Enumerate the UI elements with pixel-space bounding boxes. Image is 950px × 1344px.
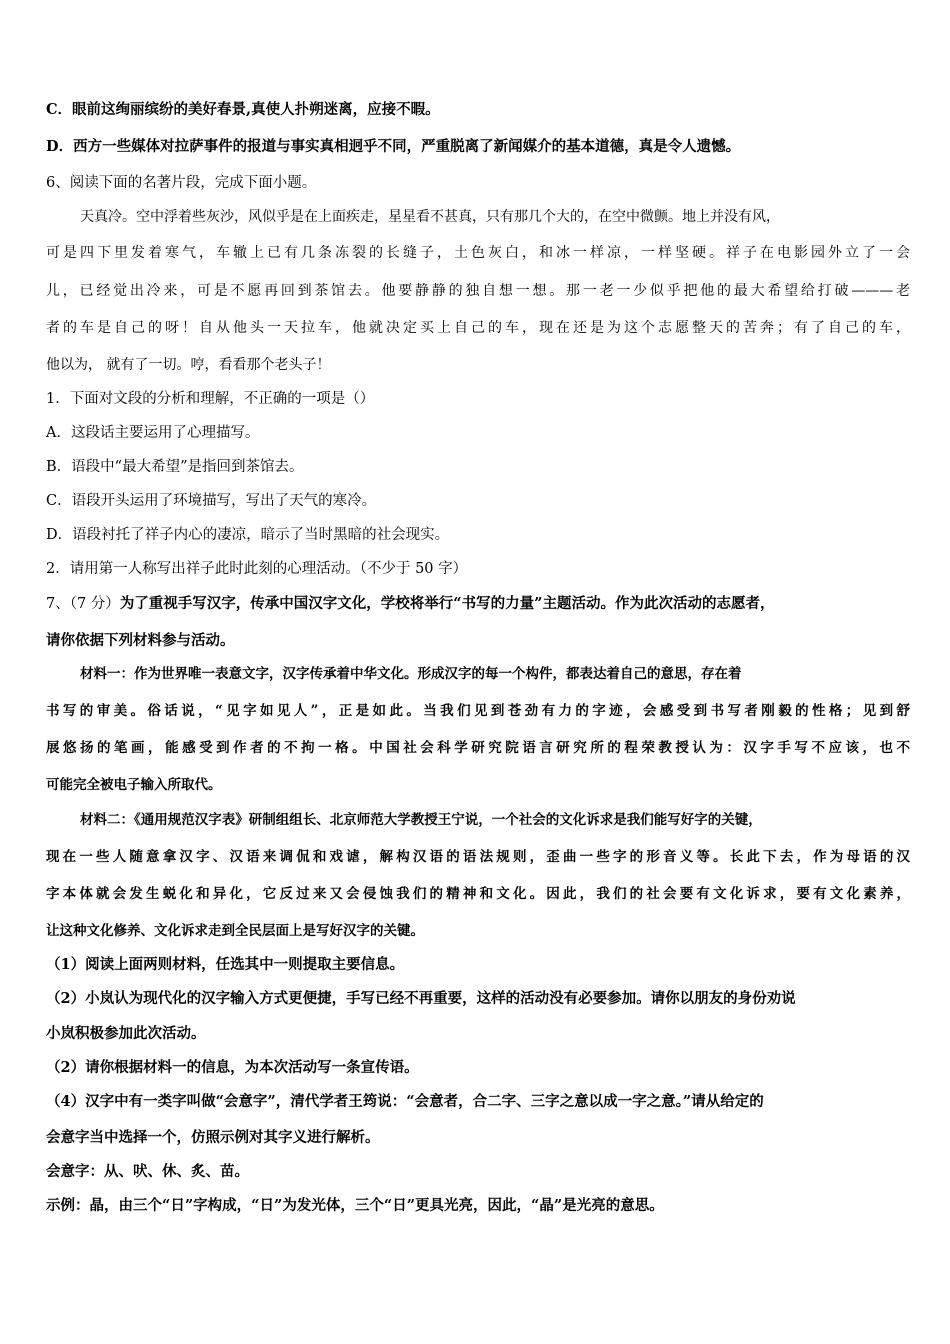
q7-material2-line-4: 让这种文化修养、文化诉求走到全民层面上是写好汉字的关键。 [46, 923, 424, 939]
q5-option-d: D．西方一些媒体对拉萨事件的报道与事实真相迥乎不同，严重脱离了新闻媒介的基本道德，真是令人遗憾。 [46, 138, 741, 155]
q7-stem-line-1 [46, 594, 775, 614]
q7-task-4-line-1: （4）汉字中有一类字叫做“会意字”，清代学者王筠说：“会意者，合二字、三字之意以成一字之意。”请从给定的 [46, 1093, 764, 1110]
q6-sub1-option-d: D．语段衬托了祥子内心的凄凉，暗示了当时黑暗的社会现实。 [46, 527, 450, 543]
q6-sub1-option-a: A．这段话主要运用了心理描写。 [46, 425, 260, 441]
q7-stem-text: 为了重视手写汉字，传承中国汉字文化，学校将举行“书写的力量”主题活动。作为此次活动的志愿者， [119, 595, 775, 612]
q7-task-2-line-1: （2）小岚认为现代化的汉字输入方式更便捷，手写已经不再重要，这样的活动没有必要参加。请你以朋友的身份劝说 [46, 990, 796, 1007]
q7-task-3: （2）请你根据材料一的信息，为本次活动写一条宣传语。 [46, 1059, 419, 1076]
q6-passage-line-3: 儿，已经觉出冷来，可是不愿再回到茶馆去。他要静静的独自想一想。那一老一少似乎把他的最大希望给打破———老 [46, 283, 910, 299]
q7-task-1: （1）阅读上面两则材料，任选其中一则提取主要信息。 [46, 956, 405, 973]
q6-passage-line-4: 者的车是自己的呀！自从他头一天拉车，他就决定买上自己的车，现在还是为这个志愿整天的苦奔；有了自己的车， [46, 320, 910, 336]
q6-sub2: 2．请用第一人称写出祥子此时此刻的心理活动。（不少于 50 字） [46, 561, 468, 577]
q6-sub1-option-b: B．语段中“最大希望”是指回到茶馆去。 [46, 459, 304, 475]
q7-material2-line-2: 现在一些人随意拿汉字、汉语来调侃和戏谑，解构汉语的语法规则，歪曲一些字的形音义等。长此下去，作为母语的汉 [46, 849, 910, 865]
q7-score-prefix: 7、（7 分） [46, 596, 120, 612]
q5-option-c: C．眼前这绚丽缤纷的美好春景,真使人扑朔迷离，应接不暇。 [46, 101, 440, 118]
q7-material1-line-2: 书写的审美。俗话说，“见字如见人”，正是如此。当我们见到苍劲有力的字迹，会感受到书写者刚毅的性格；见到舒 [46, 703, 910, 719]
q7-material1-line-1: 材料一：作为世界唯一表意文字，汉字传承着中华文化。形成汉字的每一个构件，都表达着自己的意思，存在着 [80, 666, 742, 682]
q6-passage-line-5: 他以为， 就有了一切。哼，看看那个老头子！ [46, 357, 331, 373]
q6-stem: 6、阅读下面的名著片段，完成下面小题。 [46, 175, 317, 191]
q7-material2-line-3: 字本体就会发生蜕化和异化，它反过来又会侵蚀我们的精神和文化。因此，我们的社会要有文化诉求，要有文化素养， [46, 886, 910, 902]
q7-example: 示例：晶，由三个“日”字构成，“日”为发光体，三个“日”更具光亮，因此，“晶”是光亮的意思。 [46, 1197, 664, 1214]
q7-material2-line-1: 材料二：《通用规范汉字表》研制组组长、北京师范大学教授王宁说，一个社会的文化诉求是我们能写好字的关键， [80, 812, 762, 828]
q6-sub1-option-c: C．语段开头运用了环境描写，写出了天气的寒冷。 [46, 493, 377, 509]
q7-material1-line-4: 可能完全被电子输入所取代。 [46, 777, 222, 793]
q7-material1-line-3: 展悠扬的笔画，能感受到作者的不拘一格。中国社会科学研究院语言研究所的程荣教授认为：汉字手写不应该，也不 [46, 740, 910, 756]
q7-stem-line-2: 请你依据下列材料参与活动。 [46, 632, 235, 649]
q7-task-2-line-2: 小岚积极参加此次活动。 [46, 1025, 206, 1042]
q6-sub1-stem: 1．下面对文段的分析和理解，不正确的一项是（） [46, 391, 375, 407]
q7-task-4-line-2: 会意字当中选择一个，仿照示例对其字义进行解析。 [46, 1129, 380, 1146]
q6-passage-line-2: 可是四下里发着寒气，车辙上已有几条冻裂的长缝子，土色灰白，和冰一样凉，一样坚硬。祥子在电影园外立了一会 [46, 245, 910, 261]
q7-given-chars: 会意字：从、吠、休、炙、苗。 [46, 1163, 249, 1180]
q6-passage-line-1: 天真冷。空中浮着些灰沙，风似乎是在上面疾走，星星看不甚真，只有那几个大的，在空中微颤。地上并没有风， [80, 209, 780, 225]
